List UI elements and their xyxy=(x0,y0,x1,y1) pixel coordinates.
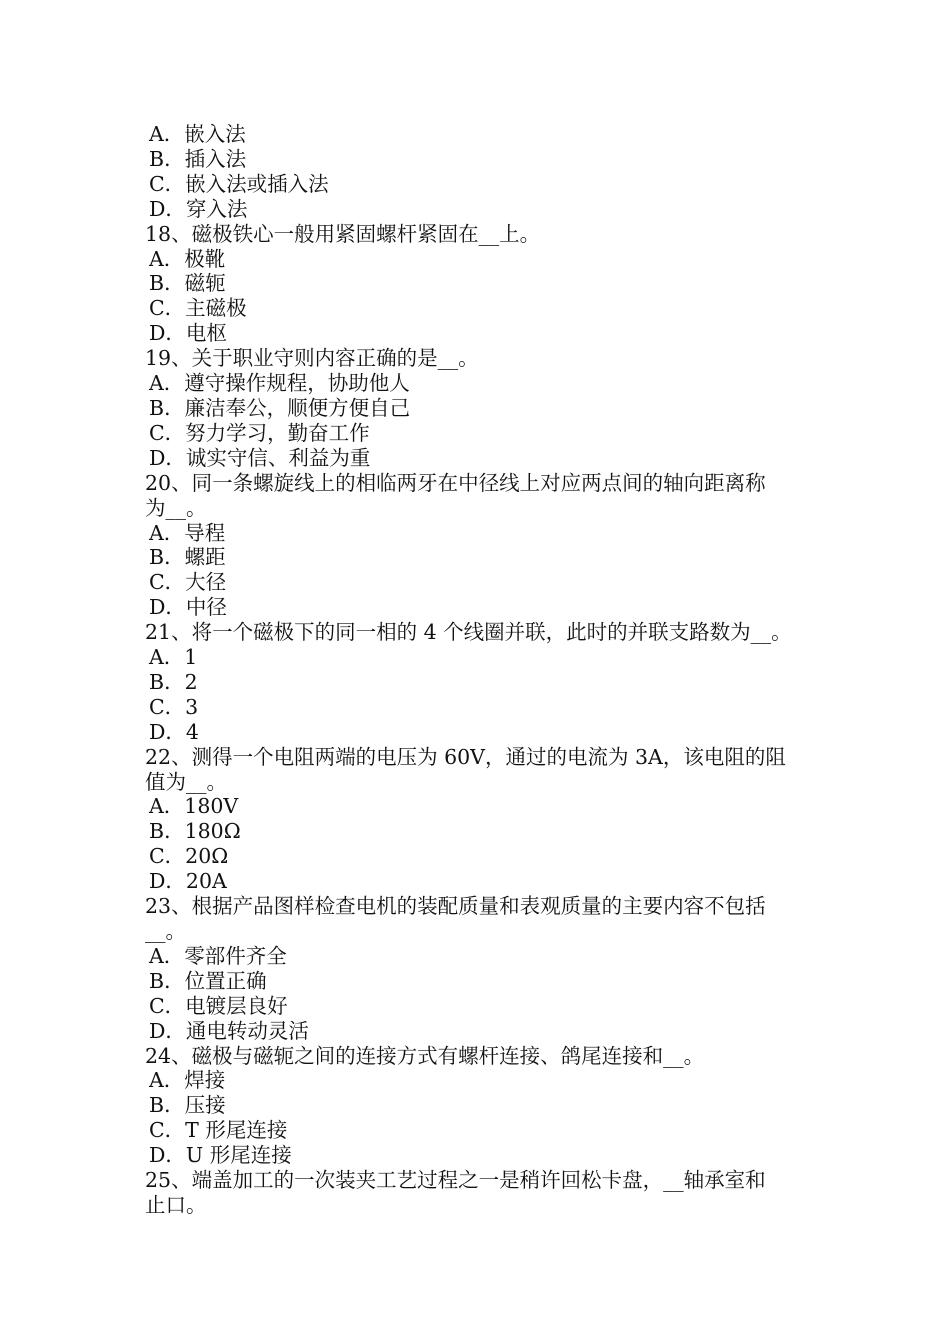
answer-option: B．插入法 xyxy=(149,146,247,171)
answer-option: A．极靴 xyxy=(149,246,226,271)
answer-option: A．嵌入法 xyxy=(149,122,246,146)
question-text: 20、同一条螺旋线上的相临两牙在中径线上对应两点间的轴向距离称 xyxy=(145,470,766,495)
question-text: 23、根据产品图样检查电机的装配质量和表观质量的主要内容不包括 xyxy=(145,894,766,919)
question-text: 21、将一个磁极下的同一相的 4 个线圈并联，此时的并联支路数为__。 xyxy=(145,620,792,645)
answer-option: D．通电转动灵活 xyxy=(149,1018,309,1043)
answer-option: A．180V xyxy=(149,794,239,819)
answer-option: D．U 形尾连接 xyxy=(149,1143,292,1168)
answer-option: A．1 xyxy=(149,645,198,670)
question-text: __。 xyxy=(145,919,186,943)
question-text: 22、测得一个电阻两端的电压为 60V，通过的电流为 3A，该电阻的阻 xyxy=(145,744,786,769)
answer-option: A．遵守操作规程，协助他人 xyxy=(149,371,410,396)
answer-option: C．主磁极 xyxy=(149,296,247,321)
answer-option: B．180Ω xyxy=(149,819,241,844)
question-text: 止口。 xyxy=(145,1192,207,1217)
answer-option: B．廉洁奉公，顺便方便自己 xyxy=(149,395,411,420)
answer-option: D．电枢 xyxy=(149,321,227,346)
answer-option: D．中径 xyxy=(149,595,227,620)
answer-option: D．20A xyxy=(149,869,227,894)
question-text: 值为__。 xyxy=(145,769,227,794)
answer-option: D．4 xyxy=(149,719,199,744)
answer-option: C．大径 xyxy=(149,570,227,595)
answer-option: B．2 xyxy=(149,669,198,694)
answer-option: D．穿入法 xyxy=(149,196,248,221)
answer-option: C．努力学习，勤奋工作 xyxy=(149,420,370,445)
question-text: 19、关于职业守则内容正确的是__。 xyxy=(145,346,479,371)
answer-option: C．T 形尾连接 xyxy=(149,1118,288,1143)
answer-option: C．电镀层良好 xyxy=(149,993,288,1018)
answer-option: B．螺距 xyxy=(149,545,226,570)
answer-option: B．压接 xyxy=(149,1093,226,1118)
answer-option: B．磁轭 xyxy=(149,271,226,296)
answer-option: B．位置正确 xyxy=(149,968,267,993)
answer-option: D．诚实守信、利益为重 xyxy=(149,445,371,470)
answer-option: C．20Ω xyxy=(149,844,229,869)
answer-option: A．导程 xyxy=(149,520,226,545)
question-text: 25、端盖加工的一次装夹工艺过程之一是稍许回松卡盘，__轴承室和 xyxy=(145,1168,766,1193)
question-text: 为__。 xyxy=(145,495,207,520)
document-page xyxy=(145,122,815,1218)
answer-option: C．3 xyxy=(149,694,199,719)
answer-option: C．嵌入法或插入法 xyxy=(149,171,329,196)
question-text: 18、磁极铁心一般用紧固螺杆紧固在__上。 xyxy=(145,221,541,246)
question-text: 24、磁极与磁轭之间的连接方式有螺杆连接、鸽尾连接和__。 xyxy=(145,1043,705,1068)
answer-option: A．焊接 xyxy=(149,1068,226,1093)
answer-option: A．零部件齐全 xyxy=(149,943,287,968)
